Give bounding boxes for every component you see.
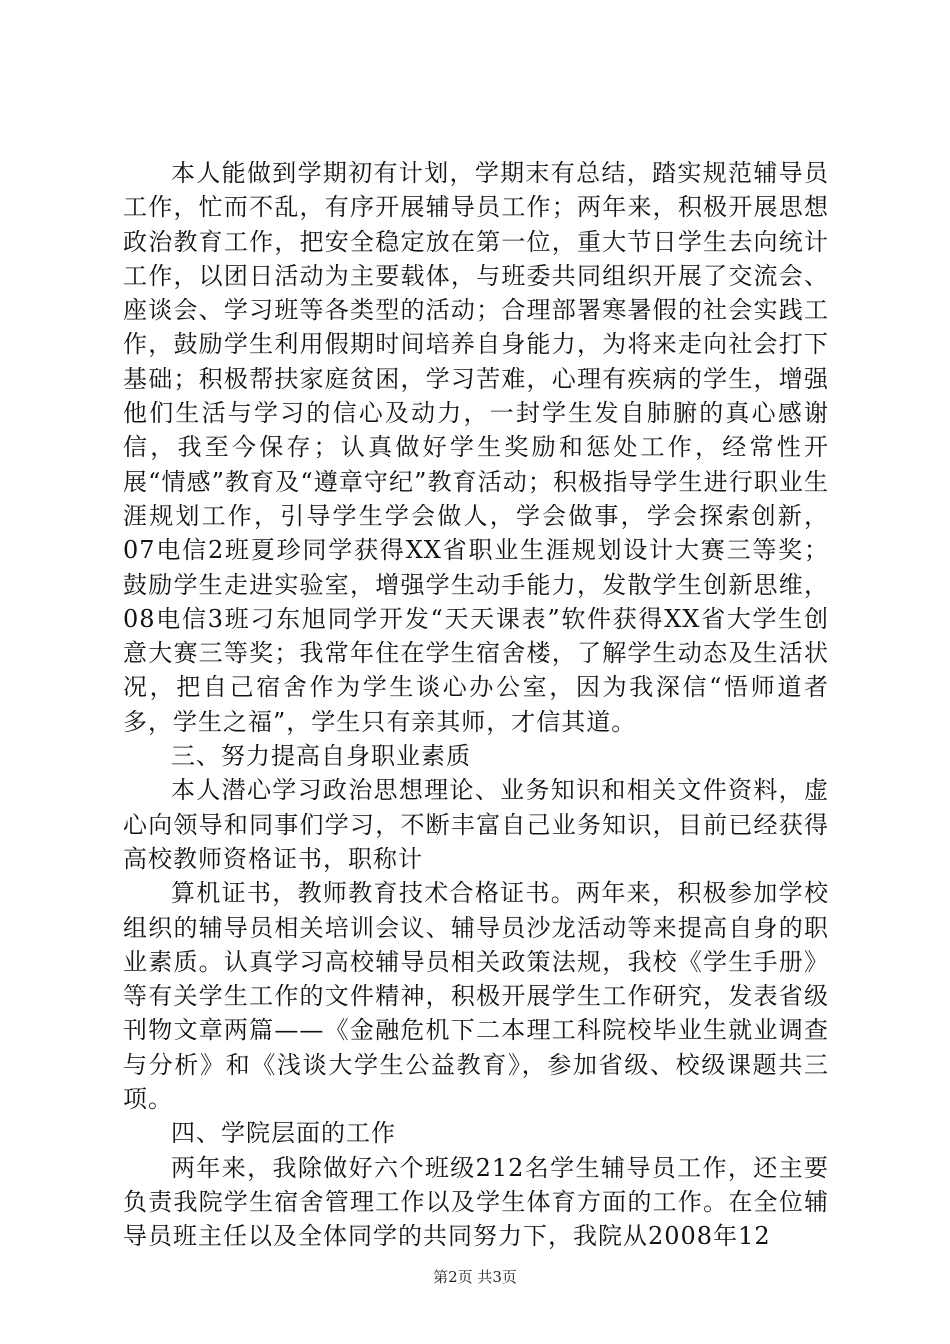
paragraph-college-work: 两年来，我除做好六个班级212名学生辅导员工作，还主要负责我院学生宿舍管理工作以及学生体育方面的工作。在全位辅导员班主任以及全体同学的共同努力下，我院从2008年12 (123, 1153, 829, 1251)
page-number-footer: 第2页 共3页 (433, 1268, 517, 1286)
paragraph-study-theory: 本人潜心学习政治思想理论、业务知识和相关文件资料，虚心向领导和同事们学习，不断丰富自己业务知识，目前已经获得高校教师资格证书，职称计 (123, 776, 829, 873)
section-heading-college-work: 四、学院层面的工作 (171, 1119, 396, 1148)
document-body (123, 156, 829, 1254)
paragraph-certificates-research: 算机证书，教师教育技术合格证书。两年来，积极参加学校组织的辅导员相关培训会议、辅导员沙龙活动等来提高自身的职业素质。认真学习高校辅导员相关政策法规，我校《学生手册》等有关学生工作的文件精神，积极开展学生工作研究，发表省级刊物文章两篇——《金融危机下二本理工科院校毕业生就业调查与分析》和《浅谈大学生公益教育》，参加省级、校级课题共三项。 (123, 879, 829, 1114)
section-heading-professional-quality: 三、努力提高自身职业素质 (171, 742, 471, 771)
paragraph-counselor-work: 本人能做到学期初有计划，学期末有总结，踏实规范辅导员工作，忙而不乱，有序开展辅导员工作；两年来，积极开展思想政治教育工作，把安全稳定放在第一位，重大节日学生去向统计工作，以团日活动为主要载体，与班委共同组织开展了交流会、座谈会、学习班等各类型的活动；合理部署寒暑假的社会实践工作，鼓励学生利用假期时间培养自身能力，为将来走向社会打下基础；积极帮扶家庭贫困，学习苦难，心理有疾病的学生，增强他们生活与学习的信心及动力，一封学生发自肺腑的真心感谢信，我至今保存；认真做好学生奖励和惩处工作，经常性开展“情感”教育及“遵章守纪”教育活动；积极指导学生进行职业生涯规划工作，引导学生学会做人，学会做事，学会探索创新，07电信2班夏珍同学获得XX省职业生涯规划设计大赛三等奖；鼓励学生走进实验室，增强学生动手能力，发散学生创新思维，08电信3班刁东旭同学开发“天天课表”软件获得XX省大学生创意大赛三等奖；我常年住在学生宿舍楼，了解学生动态及生活状况，把自己宿舍作为学生谈心办公室，因为我深信“悟师道者多，学生之福”，学生只有亲其师，才信其道。 (123, 159, 829, 736)
